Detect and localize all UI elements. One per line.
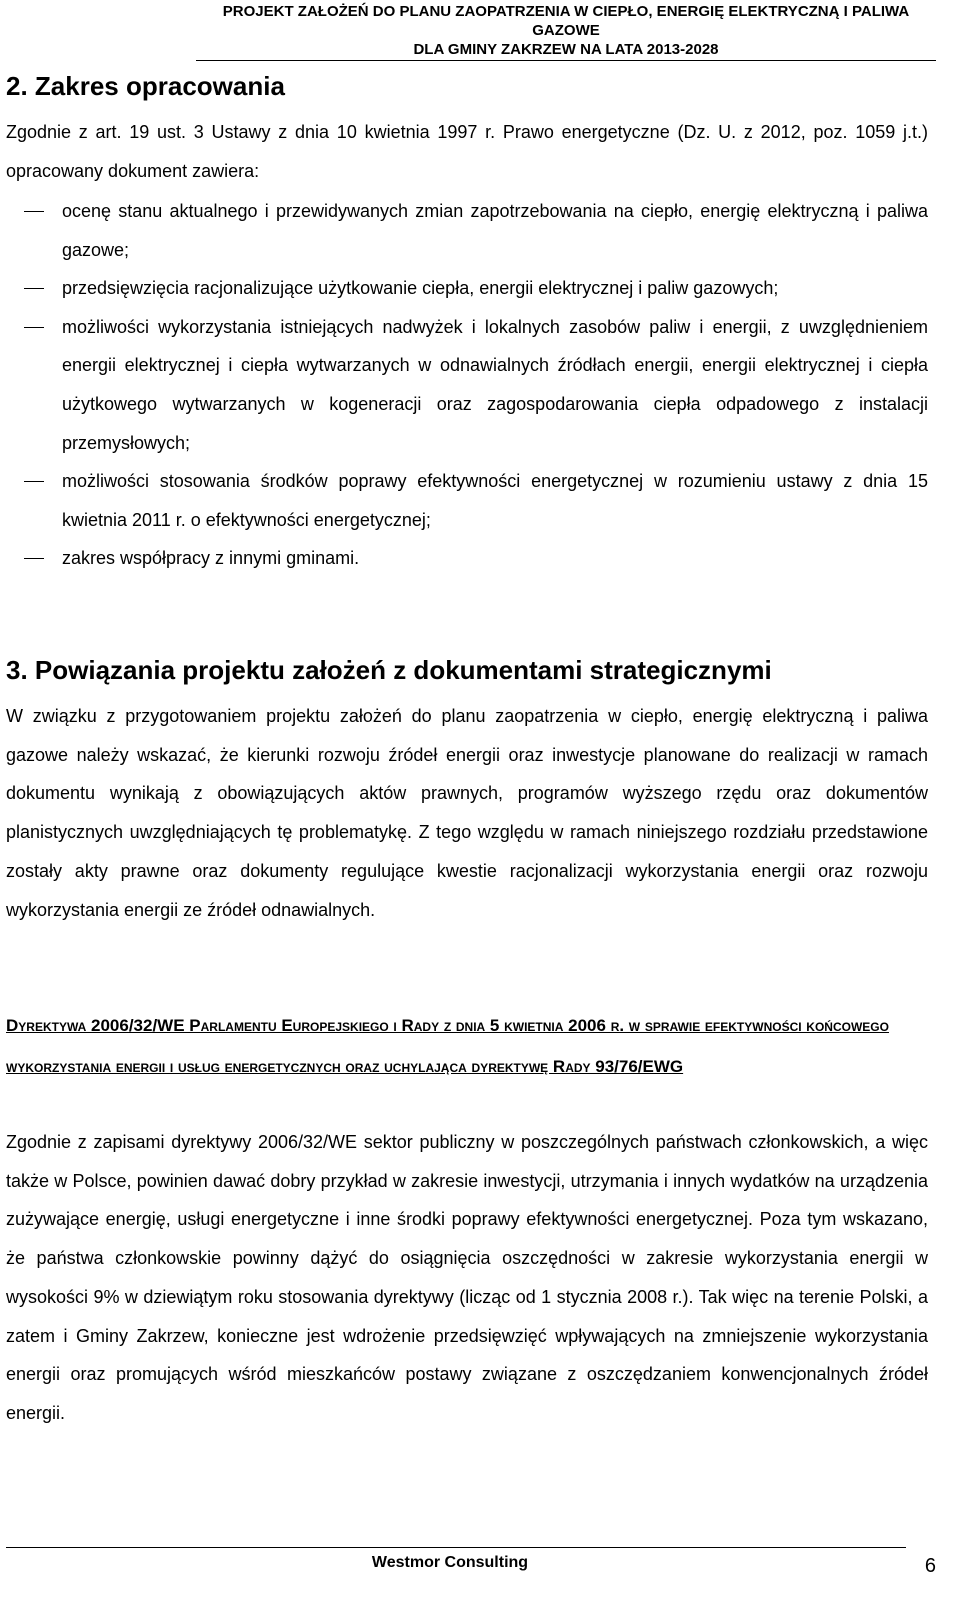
list-item-text: przedsięwzięcia racjonalizujące użytkowanie ciepła, energii elektrycznej i paliw gazowych; — [62, 278, 779, 299]
dash-bullet-icon — [24, 481, 44, 482]
list-item-text: zakres współpracy z innymi gminami. — [62, 548, 360, 569]
dash-bullet-icon — [24, 288, 44, 289]
footer-company: Westmor Consulting — [371, 1554, 529, 1571]
list-item-text: możliwości stosowania środków poprawy efektywności energetycznej w rozumieniu ustawy z dnia 15 kwietnia 2011 r. o efektywności energetycznej; — [62, 471, 928, 530]
list-item-text: ocenę stanu aktualnego i przewidywanych zmian zapotrzebowania na ciepło, energię elektryczną i paliwa gazowe; — [62, 201, 928, 260]
running-header-line2: DLA GMINY ZAKRZEW NA LATA 2013-2028 — [413, 41, 719, 58]
list-item — [6, 308, 928, 462]
list-item — [6, 192, 928, 269]
list-item-text: możliwości wykorzystania istniejących nadwyżek i lokalnych zasobów paliw i energii, z uwzględnieniem energii elektrycznej i ciepła wytwarzanych w odnawialnych źródłach energii, energii elektrycznej i ciepła użytkowego wytwarzanych w kogeneracji oraz zagospodarowania ciepła odpadowego z instalacji przemysłowych; — [62, 316, 928, 453]
running-header — [196, 2, 936, 61]
list-item — [6, 269, 928, 308]
page-number: 6 — [924, 1555, 936, 1577]
section-3-heading: 3. Powiązania projektu założeń z dokumentami strategicznymi — [6, 655, 772, 685]
list-item — [6, 539, 928, 578]
section-2-intro: Zgodnie z art. 19 ust. 3 Ustawy z dnia 10 kwietnia 1997 r. Prawo energetyczne (Dz. U. z 2012, poz. 1059 j.t.) opracowany dokument zawiera: — [6, 122, 928, 181]
directive-title: Dyrektywa 2006/32/WE Parlamentu Europejskiego i Rady z dnia 5 kwietnia 2006 r. w sprawie efektywności końcowego wykorzystania energii i usług energetycznych oraz uchylająca dyrektywę Rady 93/76/EWG — [6, 1016, 889, 1076]
section-3-intro: W związku z przygotowaniem projektu założeń do planu zaopatrzenia w ciepło, energię elektryczną i paliwa gazowe należy wskazać, że kierunki rozwoju źródeł energii oraz inwestycje planowane do realizacji w ramach dokumentu wynikają z obowiązujących aktów prawnych, programów wyższego rzędu oraz dokumentów planistycznych uwzględniających tę problematykę. Z tego względu w ramach niniejszego rozdziału przedstawione zostały akty prawne oraz dokumenty regulujące kwestie racjonalizacji wykorzystania energii oraz rozwoju wykorzystania energii ze źródeł odnawialnych. — [6, 706, 928, 920]
list-item — [6, 462, 928, 539]
running-header-line1: PROJEKT ZAŁOŻEŃ DO PLANU ZAOPATRZENIA W CIEPŁO, ENERGIĘ ELEKTRYCZNĄ I PALIWA GAZOWE — [222, 3, 910, 39]
dash-bullet-icon — [24, 211, 44, 212]
dash-bullet-icon — [24, 327, 44, 328]
dash-bullet-icon — [24, 558, 44, 559]
footer-divider — [6, 1547, 906, 1548]
directive-body: Zgodnie z zapisami dyrektywy 2006/32/WE sektor publiczny w poszczególnych państwach członkowskich, a więc także w Polsce, powinien dawać dobry przykład w zakresie inwestycji, utrzymania i innych wydatków na urządzenia zużywające energię, usługi energetyczne i inne środki poprawy efektywności energetycznej. Poza tym wskazano, że państwa członkowskie powinny dążyć do osiągnięcia oszczędności w zakresie wykorzystania energii w wysokości 9% w dziewiątym roku stosowania dyrektywy (licząc od 1 stycznia 2008 r.). Tak więc na terenie Polski, a zatem i Gminy Zakrzew, konieczne jest wdrożenie przedsięwzięć wpływających na zmniejszenie wykorzystania energii oraz promujących wśród mieszkańców postawy związane z oszczędzaniem konwencjonalnych źródeł energii. — [6, 1132, 928, 1423]
scope-list — [6, 192, 928, 578]
section-2-heading: 2. Zakres opracowania — [6, 71, 285, 101]
